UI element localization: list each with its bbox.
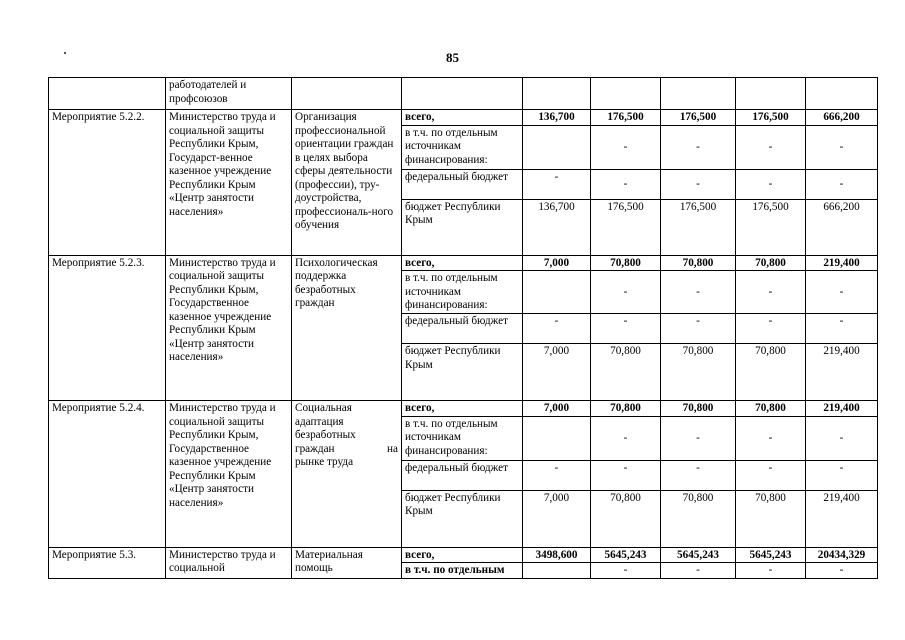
value-cell: 70,800 <box>591 344 661 401</box>
value-cell: - <box>736 125 806 169</box>
value-cell: - <box>591 416 661 460</box>
source-cell: в т.ч. по отдельным источникам финансирования: <box>402 271 523 314</box>
value-cell <box>736 78 806 110</box>
value-cell: - <box>661 460 736 490</box>
source-cell: федеральный бюджет <box>402 169 523 199</box>
value-cell: 219,400 <box>806 255 878 271</box>
value-cell: 176,500 <box>661 110 736 126</box>
activity-name: Психологическая поддержка безработных граждан <box>292 255 402 401</box>
responsible-cell: Министерство труда и социальной защиты Республики Крым, Государственное казенное учреждение Республики Крым «Центр занятости населения» <box>166 255 292 401</box>
value-cell: 176,500 <box>591 110 661 126</box>
value-cell: - <box>806 563 878 579</box>
value-cell <box>806 78 878 110</box>
value-cell <box>523 271 591 314</box>
value-cell <box>661 78 736 110</box>
value-cell: 7,000 <box>523 401 591 417</box>
activity-id: Мероприятие 5.2.4. <box>49 401 166 548</box>
value-cell: 136,700 <box>523 199 591 255</box>
page-number: 85 <box>446 50 459 65</box>
value-cell: - <box>806 314 878 344</box>
source-cell: всего, <box>402 255 523 271</box>
value-cell: 70,800 <box>736 490 806 547</box>
value-cell: 70,800 <box>736 255 806 271</box>
activity-name-line: рынке труда <box>295 456 354 468</box>
value-cell: - <box>806 169 878 199</box>
value-cell <box>523 416 591 460</box>
value-cell: 20434,329 <box>806 547 878 563</box>
source-cell: всего, <box>402 401 523 417</box>
table-row <box>49 401 878 417</box>
activity-id: Мероприятие 5.2.2. <box>49 110 166 256</box>
value-cell: 176,500 <box>591 199 661 255</box>
value-cell: - <box>591 125 661 169</box>
value-cell: - <box>736 271 806 314</box>
value-cell: 70,800 <box>591 255 661 271</box>
value-cell: 176,500 <box>736 199 806 255</box>
activity-name <box>292 401 402 548</box>
source-cell: федеральный бюджет <box>402 314 523 344</box>
value-cell: 7,000 <box>523 255 591 271</box>
responsible-cell: работодателей и профсоюзов <box>166 78 292 110</box>
value-cell: - <box>736 563 806 579</box>
value-cell: 5645,243 <box>736 547 806 563</box>
value-cell <box>591 78 661 110</box>
value-cell: - <box>591 271 661 314</box>
table-row-continuation <box>49 78 878 110</box>
source-cell: в т.ч. по отдельным источникам финансирования: <box>402 416 523 460</box>
value-cell: 666,200 <box>806 110 878 126</box>
activity-name-cell <box>292 78 402 110</box>
value-cell: 70,800 <box>661 344 736 401</box>
source-cell: бюджет Республики Крым <box>402 490 523 547</box>
source-cell: бюджет Республики Крым <box>402 199 523 255</box>
value-cell: - <box>661 169 736 199</box>
funding-table <box>48 77 878 579</box>
value-cell: - <box>523 314 591 344</box>
value-cell: - <box>661 314 736 344</box>
value-cell: 70,800 <box>661 255 736 271</box>
value-cell: 70,800 <box>591 490 661 547</box>
value-cell: - <box>523 169 591 199</box>
value-cell: 70,800 <box>736 401 806 417</box>
value-cell: - <box>736 169 806 199</box>
value-cell: - <box>591 169 661 199</box>
value-cell: - <box>591 314 661 344</box>
value-cell: 176,500 <box>736 110 806 126</box>
activity-name: Организация профессиональной ориентации граждан в целях выбора сферы деятельности (профессии), тру-доустройства, профессиональ-ного обучения <box>292 110 402 256</box>
value-cell: 70,800 <box>591 401 661 417</box>
activity-name-line: адаптация <box>295 415 344 428</box>
value-cell: - <box>736 416 806 460</box>
source-cell: всего, <box>402 110 523 126</box>
value-cell: - <box>806 416 878 460</box>
value-cell: - <box>661 271 736 314</box>
activity-name-word: граждан <box>295 442 335 455</box>
activity-name: Материальная помощь <box>292 547 402 578</box>
responsible-cell: Министерство труда и социальной защиты Республики Крым, Государст-венное казенное учреждение Республики Крым «Центр занятости населения» <box>166 110 292 256</box>
activity-name-word: на <box>387 442 398 455</box>
value-cell: 5645,243 <box>591 547 661 563</box>
value-cell: 136,700 <box>523 110 591 126</box>
value-cell: - <box>736 314 806 344</box>
value-cell: 219,400 <box>806 401 878 417</box>
value-cell: 7,000 <box>523 344 591 401</box>
value-cell: 5645,243 <box>661 547 736 563</box>
source-cell <box>402 78 523 110</box>
activity-name-line: Социальная <box>295 402 352 414</box>
value-cell: 219,400 <box>806 344 878 401</box>
value-cell: 70,800 <box>661 490 736 547</box>
value-cell: - <box>806 125 878 169</box>
activity-name-line <box>295 443 398 457</box>
source-cell: в т.ч. по отдельным источникам финансирования: <box>402 125 523 169</box>
responsible-cell: Министерство труда и социальной <box>166 547 292 578</box>
value-cell <box>523 125 591 169</box>
value-cell: - <box>736 460 806 490</box>
value-cell: - <box>806 460 878 490</box>
value-cell: - <box>661 125 736 169</box>
value-cell: - <box>806 271 878 314</box>
activity-name-line: безработных <box>295 429 356 441</box>
value-cell <box>523 563 591 579</box>
value-cell: - <box>661 416 736 460</box>
activity-id: Мероприятие 5.2.3. <box>49 255 166 401</box>
source-cell: бюджет Республики Крым <box>402 344 523 401</box>
value-cell: 666,200 <box>806 199 878 255</box>
value-cell: - <box>523 460 591 490</box>
activity-id-cell <box>49 78 166 110</box>
value-cell: 3498,600 <box>523 547 591 563</box>
value-cell: 70,800 <box>661 401 736 417</box>
table-row <box>49 547 878 563</box>
activity-id: Мероприятие 5.3. <box>49 547 166 578</box>
responsible-cell: Министерство труда и социальной защиты Республики Крым, Государственное казенное учреждение Республики Крым «Центр занятости населения» <box>166 401 292 548</box>
value-cell: - <box>591 460 661 490</box>
table-row <box>49 110 878 126</box>
source-cell: федеральный бюджет <box>402 460 523 490</box>
source-cell: в т.ч. по отдельным <box>402 563 523 579</box>
value-cell: 176,500 <box>661 199 736 255</box>
value-cell: - <box>661 563 736 579</box>
value-cell: - <box>591 563 661 579</box>
value-cell: 7,000 <box>523 490 591 547</box>
source-cell: всего, <box>402 547 523 563</box>
value-cell: 70,800 <box>736 344 806 401</box>
value-cell: 219,400 <box>806 490 878 547</box>
table-row <box>49 255 878 271</box>
value-cell <box>523 78 591 110</box>
